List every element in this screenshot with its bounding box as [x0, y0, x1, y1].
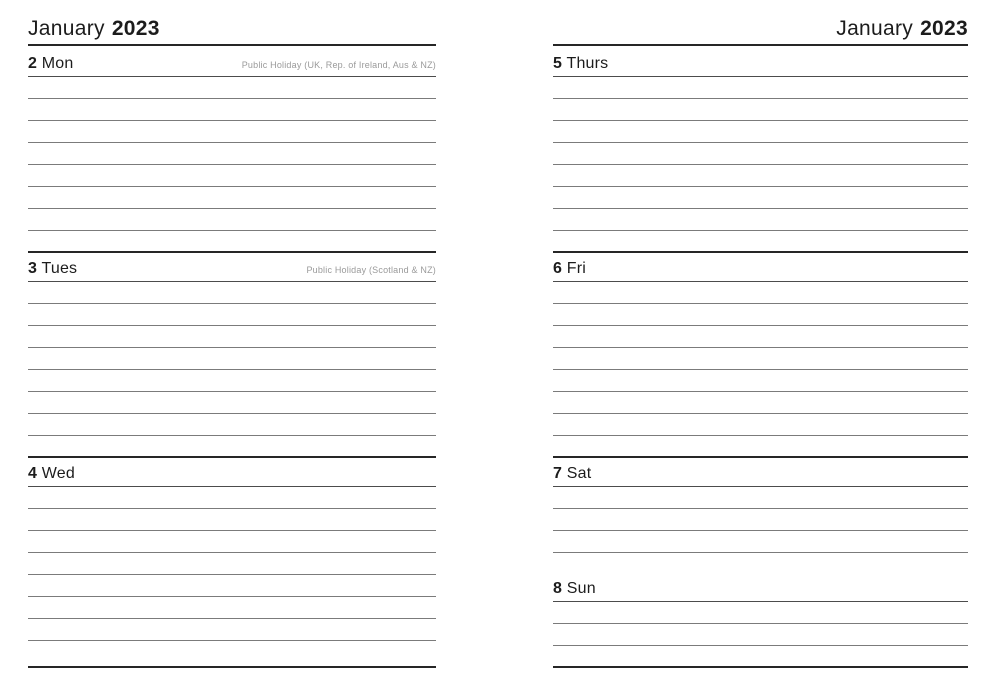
day-label	[28, 465, 75, 483]
left-page-header	[28, 0, 436, 46]
writing-line	[553, 348, 968, 370]
section-gap	[28, 231, 436, 251]
writing-lines-tues	[28, 282, 436, 436]
writing-line	[553, 392, 968, 414]
writing-line	[553, 414, 968, 436]
diary-right-page	[553, 0, 968, 668]
writing-lines-thurs	[553, 77, 968, 231]
page-bottom-rule	[553, 666, 968, 668]
writing-line	[28, 326, 436, 348]
writing-line	[553, 77, 968, 99]
year-label: 2023	[111, 17, 160, 40]
writing-line	[28, 348, 436, 370]
writing-line	[553, 602, 968, 624]
writing-line	[28, 370, 436, 392]
writing-line	[553, 121, 968, 143]
section-gap	[28, 436, 436, 456]
writing-line	[28, 392, 436, 414]
diary-left-page	[28, 0, 436, 668]
day-name: Sat	[566, 465, 592, 482]
writing-lines-fri	[553, 282, 968, 436]
writing-line	[28, 77, 436, 99]
writing-line	[28, 597, 436, 619]
right-page-header	[553, 0, 968, 46]
writing-line	[553, 282, 968, 304]
day-label	[28, 55, 74, 73]
day-name: Sun	[566, 580, 596, 597]
writing-line	[28, 187, 436, 209]
day-row-tues	[28, 253, 436, 282]
month-title: January	[836, 17, 914, 40]
writing-line	[553, 143, 968, 165]
day-name: Fri	[566, 260, 587, 277]
day-row-wed	[28, 458, 436, 487]
day-number: 5	[553, 55, 563, 72]
holiday-note: Public Holiday (Scotland & NZ)	[306, 265, 436, 275]
writing-line	[553, 304, 968, 326]
writing-line	[553, 99, 968, 121]
day-label	[28, 260, 77, 278]
section-gap	[553, 231, 968, 251]
day-row-mon	[28, 46, 436, 77]
day-name: Mon	[41, 55, 74, 72]
year-label: 2023	[920, 17, 968, 40]
writing-line	[553, 531, 968, 553]
page-bottom-rule	[28, 666, 436, 668]
writing-line	[28, 531, 436, 553]
day-row-thurs	[553, 46, 968, 77]
day-number: 3	[28, 260, 38, 277]
writing-lines-sat	[553, 487, 968, 553]
writing-line	[28, 619, 436, 641]
writing-line	[553, 624, 968, 646]
writing-line	[28, 99, 436, 121]
day-label	[553, 580, 596, 598]
holiday-note: Public Holiday (UK, Rep. of Ireland, Aus & NZ)	[241, 60, 436, 70]
day-number: 2	[28, 55, 38, 72]
month-title: January	[28, 17, 105, 40]
day-name: Tues	[41, 260, 78, 277]
day-number: 7	[553, 465, 563, 482]
writing-line	[28, 509, 436, 531]
writing-line	[553, 209, 968, 231]
writing-line	[28, 209, 436, 231]
writing-line	[553, 187, 968, 209]
day-name: Wed	[41, 465, 75, 482]
writing-line	[553, 370, 968, 392]
day-row-fri	[553, 253, 968, 282]
writing-lines-mon	[28, 77, 436, 231]
writing-line	[28, 143, 436, 165]
section-gap	[28, 641, 436, 666]
day-number: 6	[553, 260, 563, 277]
day-number: 4	[28, 465, 38, 482]
day-row-sat	[553, 458, 968, 487]
writing-line	[553, 165, 968, 187]
writing-line	[28, 553, 436, 575]
writing-line	[28, 304, 436, 326]
day-row-sun	[553, 553, 968, 602]
writing-lines-wed	[28, 487, 436, 641]
writing-line	[28, 575, 436, 597]
day-number: 8	[553, 580, 563, 597]
day-name: Thurs	[566, 55, 609, 72]
writing-line	[28, 414, 436, 436]
writing-lines-sun	[553, 602, 968, 646]
writing-line	[553, 326, 968, 348]
day-label	[553, 465, 591, 483]
day-label	[553, 55, 608, 73]
section-gap	[553, 436, 968, 456]
day-label	[553, 260, 586, 278]
writing-line	[553, 509, 968, 531]
writing-line	[28, 165, 436, 187]
writing-line	[28, 487, 436, 509]
writing-line	[28, 121, 436, 143]
writing-line	[553, 487, 968, 509]
section-gap	[553, 646, 968, 666]
writing-line	[28, 282, 436, 304]
